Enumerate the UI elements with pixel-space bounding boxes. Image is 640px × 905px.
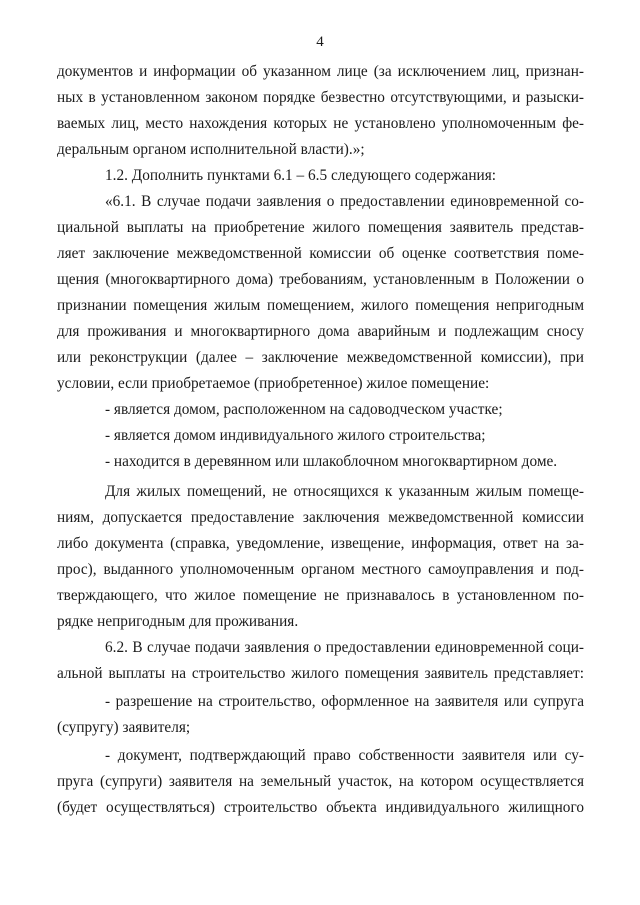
text-line: 1.2. Дополнить пунктами 6.1 – 6.5 следующего содержания: bbox=[105, 167, 496, 184]
text-line: (супругу) заявителя; bbox=[57, 719, 191, 736]
text-line: Для жилых помещений, не относящихся к указанным жилым помеще- bbox=[105, 483, 584, 500]
text-line: ваемых лиц, место нахождения которых не установлено уполномоченным фе- bbox=[57, 115, 584, 132]
text-line: документов и информации об указанном лице (за исключением лиц, признан- bbox=[57, 63, 584, 80]
text-line: - разрешение на строительство, оформленное на заявителя или супруга bbox=[105, 693, 584, 710]
text-line: для проживания и многоквартирного дома аварийным и подлежащим сносу bbox=[57, 323, 584, 340]
text-line: или реконструкции (далее – заключение межведомственной комиссии), при bbox=[57, 349, 584, 366]
text-line: пруга (супруги) заявителя на земельный участок, на котором осуществляется bbox=[57, 773, 584, 790]
text-line: альной выплаты на строительство жилого помещения заявитель представляет: bbox=[57, 665, 584, 682]
text-line: ных в установленном законом порядке безвестно отсутствующими, и разыски- bbox=[57, 89, 584, 106]
text-line: (будет осуществляться) строительство объекта индивидуального жилищного bbox=[57, 799, 584, 816]
text-line: признании помещения жилым помещением, жилого помещения непригодным bbox=[57, 297, 584, 314]
text-line: циальной выплаты на приобретение жилого помещения заявитель представ- bbox=[57, 219, 584, 236]
text-line: ляет заключение межведомственной комиссии об оценке соответствия поме- bbox=[57, 245, 584, 262]
text-line: щения (многоквартирного дома) требованиям, установленным в Положении о bbox=[57, 271, 584, 288]
text-line: ниям, допускается предоставление заключения межведомственной комиссии bbox=[57, 509, 584, 526]
text-line: - является домом, расположенном на садоводческом участке; bbox=[105, 401, 503, 418]
text-line: - документ, подтверждающий право собственности заявителя или су- bbox=[105, 747, 584, 764]
text-line: деральным органом исполнительной власти).»; bbox=[57, 141, 365, 158]
text-line: условии, если приобретаемое (приобретенное) жилое помещение: bbox=[57, 375, 490, 392]
text-line: тверждающего, что жилое помещение не признавалось в установленном по- bbox=[57, 587, 584, 604]
text-line: прос), выданного уполномоченным органом местного самоуправления и под- bbox=[57, 561, 584, 578]
page-number: 4 bbox=[316, 34, 324, 50]
text-line: рядке непригодным для проживания. bbox=[57, 613, 299, 630]
text-line: 6.2. В случае подачи заявления о предоставлении единовременной соци- bbox=[105, 639, 584, 656]
text-line: - является домом индивидуального жилого строительства; bbox=[105, 427, 486, 444]
text-line: либо документа (справка, уведомление, извещение, информация, ответ на за- bbox=[57, 535, 584, 552]
text-line: - находится в деревянном или шлакоблочном многоквартирном доме. bbox=[105, 453, 558, 470]
text-line: «6.1. В случае подачи заявления о предоставлении единовременной со- bbox=[105, 193, 584, 210]
